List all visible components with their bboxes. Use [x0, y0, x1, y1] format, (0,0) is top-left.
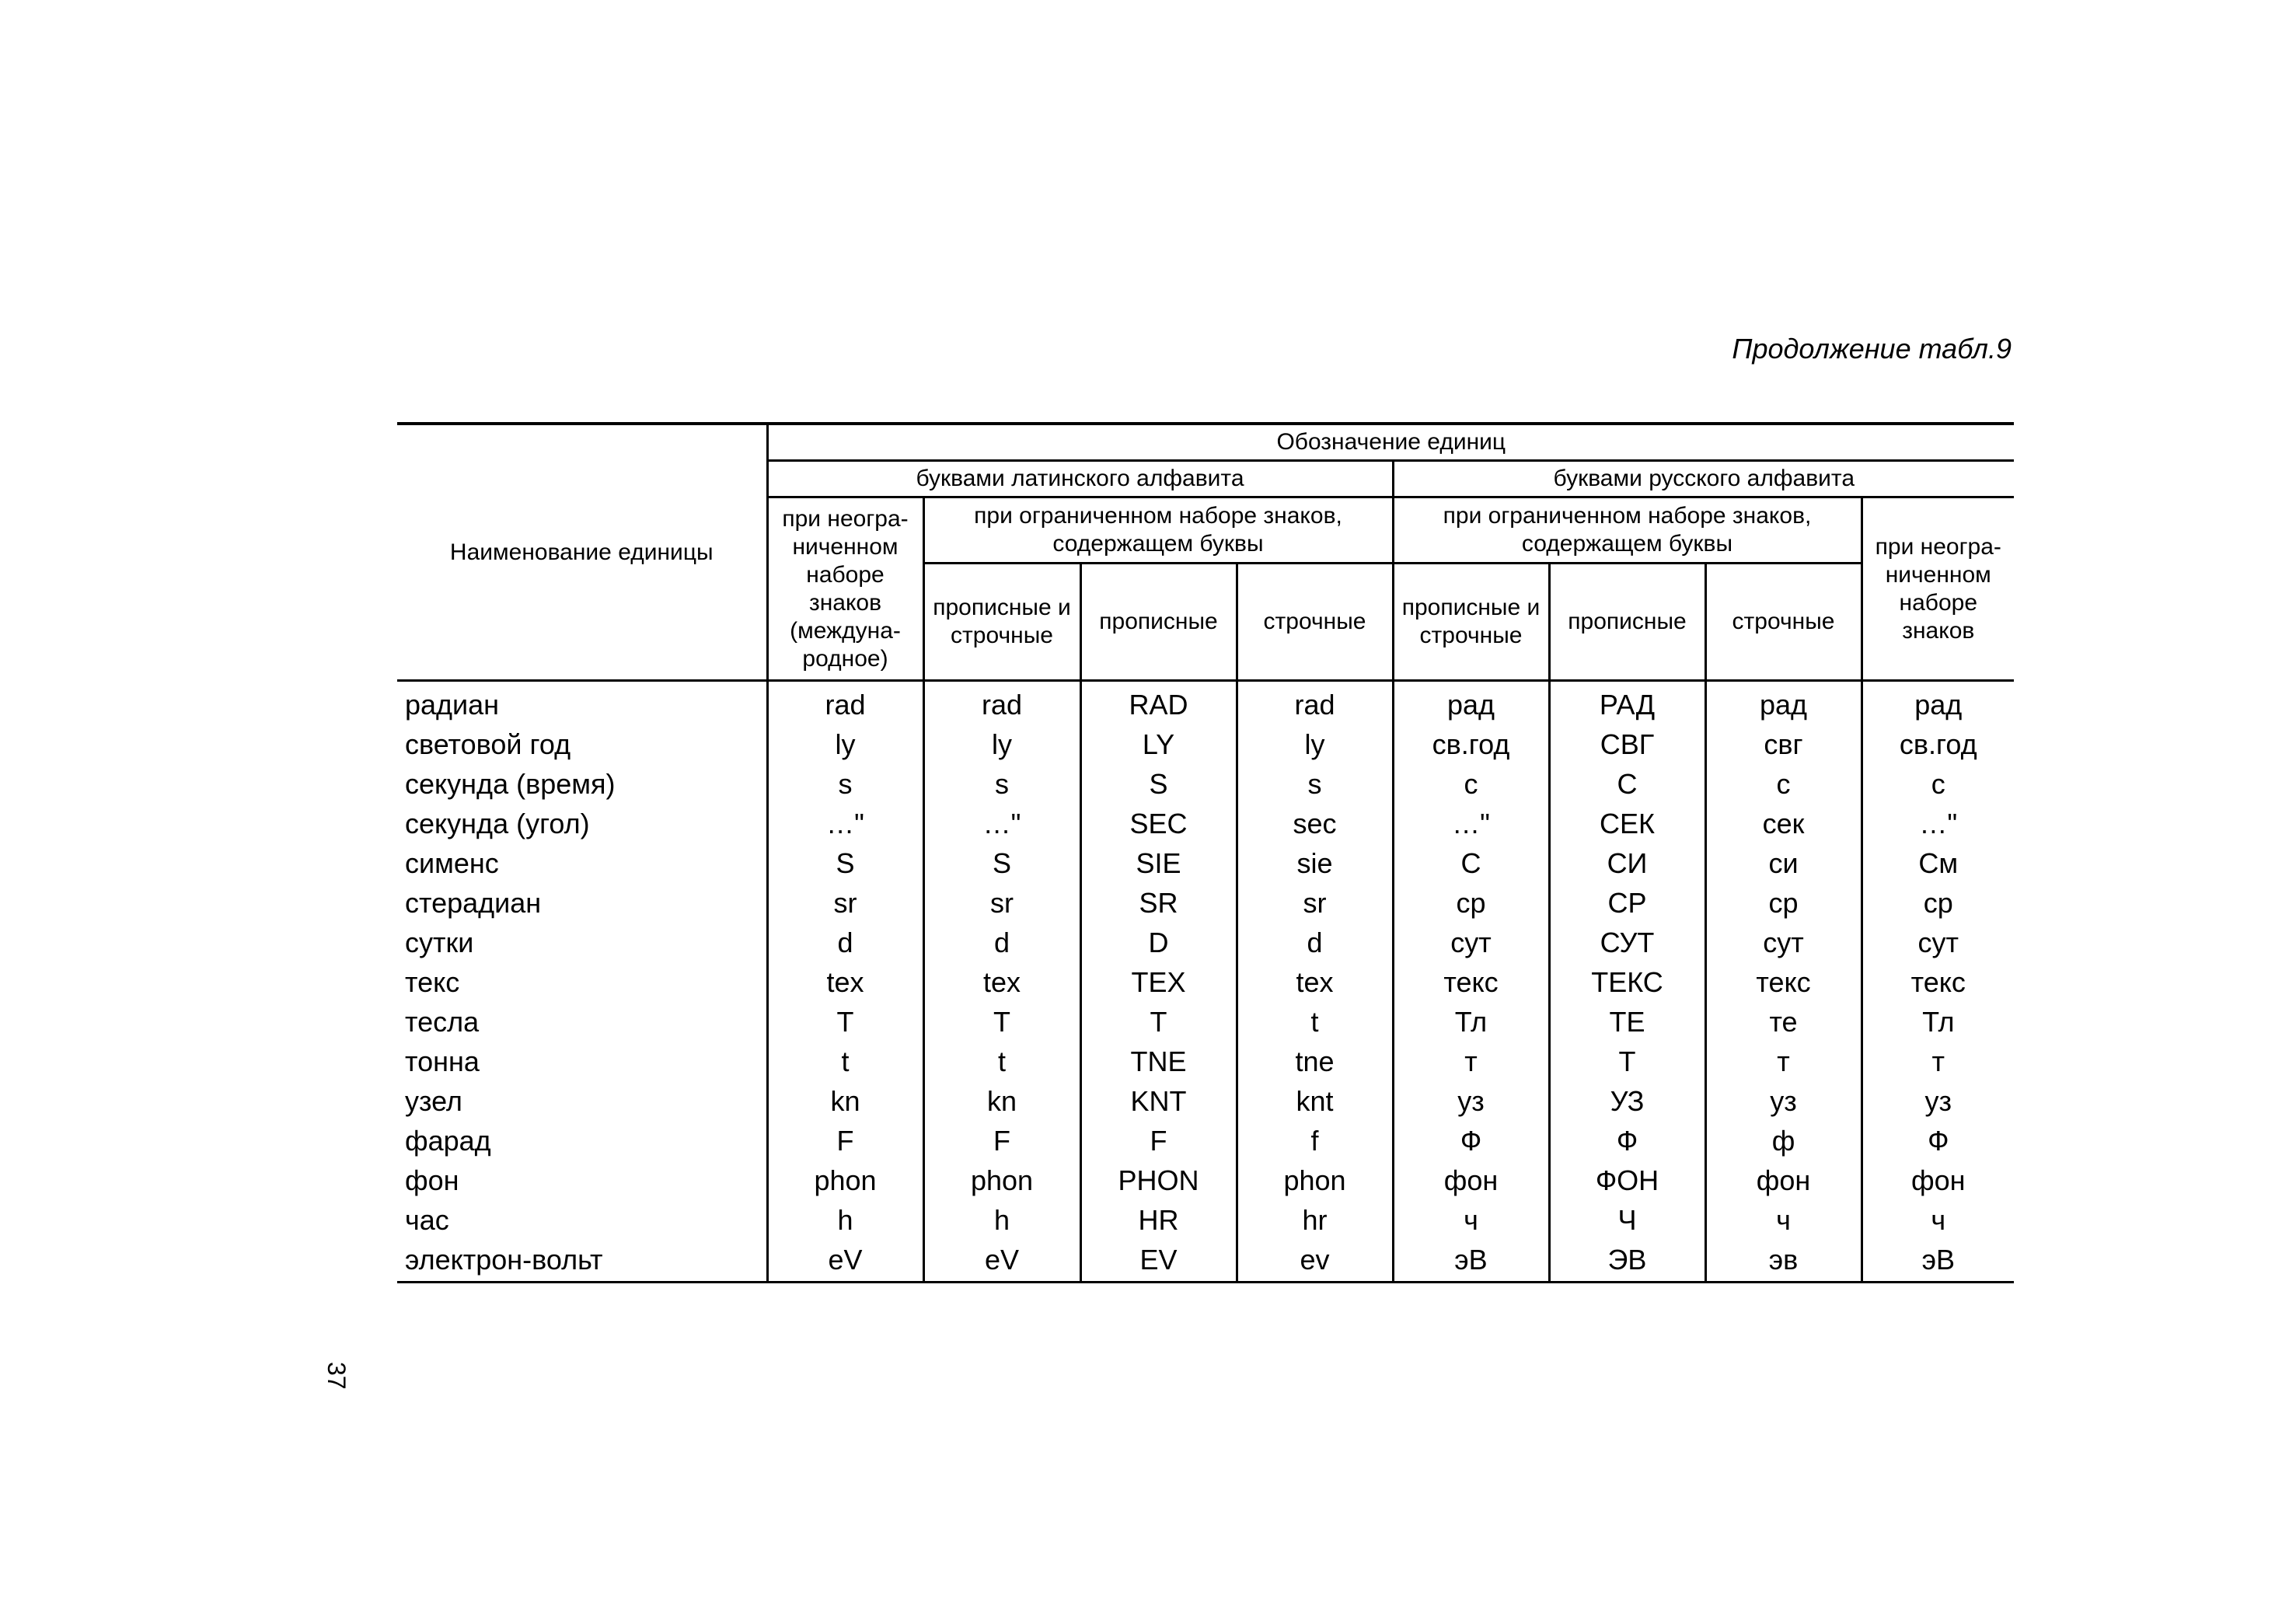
symbol-cell-rus-l: ср: [1705, 883, 1862, 923]
symbol-cell-intl: phon: [767, 1161, 923, 1200]
symbol-cell-lat-ul: d: [923, 923, 1080, 962]
symbol-cell-lat-ul: sr: [923, 883, 1080, 923]
symbol-cell-rus-full: …": [1862, 804, 2014, 843]
table-row: [397, 724, 2014, 764]
symbol-cell-intl: …": [767, 804, 923, 843]
header-russian-alphabet: буквами русского алфавита: [1393, 461, 2014, 497]
unit-name-cell: световой год: [405, 728, 571, 760]
symbol-cell-rus-l: ф: [1705, 1121, 1862, 1161]
symbol-cell-rus-ul: т: [1393, 1042, 1549, 1081]
symbol-cell-lat-u: SR: [1080, 883, 1237, 923]
table-row: [397, 1121, 2014, 1161]
header-latin-upper: прописные: [1080, 564, 1237, 681]
header-unit-name: Наименование единицы: [397, 424, 767, 681]
symbol-cell-intl: T: [767, 1002, 923, 1042]
symbol-cell-intl: s: [767, 764, 923, 804]
symbol-cell-rus-u: ТЕКС: [1549, 962, 1705, 1002]
symbol-cell-rus-l: текс: [1705, 962, 1862, 1002]
symbol-cell-lat-l: tne: [1237, 1042, 1393, 1081]
table-row: [397, 1240, 2014, 1283]
symbol-cell-rus-ul: эВ: [1393, 1240, 1549, 1283]
symbol-cell-lat-l: t: [1237, 1002, 1393, 1042]
symbol-cell-rus-ul: уз: [1393, 1081, 1549, 1121]
symbol-cell-rus-l: т: [1705, 1042, 1862, 1081]
symbol-cell-rus-ul: фон: [1393, 1161, 1549, 1200]
unit-name-cell: фон: [405, 1164, 459, 1196]
unit-name-cell: сутки: [405, 927, 474, 958]
table-row: [397, 1081, 2014, 1121]
unit-name-cell: секунда (время): [405, 768, 616, 800]
table-row: [397, 804, 2014, 843]
symbol-cell-lat-l: s: [1237, 764, 1393, 804]
symbol-cell-rus-full: См: [1862, 843, 2014, 883]
symbol-cell-lat-u: SEC: [1080, 804, 1237, 843]
symbol-cell-rus-l: свг: [1705, 724, 1862, 764]
symbol-cell-rus-ul: …": [1393, 804, 1549, 843]
symbol-cell-lat-u: TEX: [1080, 962, 1237, 1002]
header-limited-latin: при ограниченном наборе знаков, содержащем буквы: [923, 497, 1393, 564]
unit-name-cell: тонна: [405, 1045, 480, 1077]
symbol-cell-rus-full: текс: [1862, 962, 2014, 1002]
symbol-cell-lat-ul: tex: [923, 962, 1080, 1002]
symbol-cell-lat-u: F: [1080, 1121, 1237, 1161]
symbol-cell-rus-u: СУТ: [1549, 923, 1705, 962]
symbol-cell-intl: eV: [767, 1240, 923, 1283]
symbol-cell-lat-l: f: [1237, 1121, 1393, 1161]
symbol-cell-lat-l: d: [1237, 923, 1393, 962]
symbol-cell-lat-ul: rad: [923, 681, 1080, 725]
table-row: [397, 843, 2014, 883]
header-russian-upper-lower: прописные и строчные: [1393, 564, 1549, 681]
symbol-cell-lat-l: phon: [1237, 1161, 1393, 1200]
symbol-cell-rus-full: сут: [1862, 923, 2014, 962]
symbol-cell-rus-l: с: [1705, 764, 1862, 804]
units-table: [397, 422, 2014, 1283]
symbol-cell-rus-ul: ср: [1393, 883, 1549, 923]
symbol-cell-rus-u: РАД: [1549, 681, 1705, 725]
unit-name-cell: радиан: [405, 689, 500, 721]
header-latin-upper-lower: прописные и строчные: [923, 564, 1080, 681]
symbol-cell-intl: F: [767, 1121, 923, 1161]
symbol-cell-lat-l: sr: [1237, 883, 1393, 923]
symbol-cell-rus-full: ч: [1862, 1200, 2014, 1240]
symbol-cell-lat-l: hr: [1237, 1200, 1393, 1240]
symbol-cell-rus-ul: текс: [1393, 962, 1549, 1002]
symbol-cell-rus-ul: С: [1393, 843, 1549, 883]
table-row: [397, 883, 2014, 923]
symbol-cell-rus-u: ФОН: [1549, 1161, 1705, 1200]
symbol-cell-rus-ul: св.год: [1393, 724, 1549, 764]
symbol-cell-lat-u: HR: [1080, 1200, 1237, 1240]
symbol-cell-rus-l: сек: [1705, 804, 1862, 843]
header-designation: Обозначение единиц: [767, 424, 2014, 461]
symbol-cell-lat-u: RAD: [1080, 681, 1237, 725]
table-row: [397, 923, 2014, 962]
symbol-cell-rus-ul: рад: [1393, 681, 1549, 725]
symbol-cell-rus-full: с: [1862, 764, 2014, 804]
header-limited-russian: при ограниченном наборе знаков, содержащем буквы: [1393, 497, 1862, 564]
symbol-cell-rus-l: сут: [1705, 923, 1862, 962]
symbol-cell-lat-u: S: [1080, 764, 1237, 804]
symbol-cell-rus-l: си: [1705, 843, 1862, 883]
symbol-cell-rus-u: УЗ: [1549, 1081, 1705, 1121]
table-row: [397, 1042, 2014, 1081]
symbol-cell-rus-u: ТЕ: [1549, 1002, 1705, 1042]
symbol-cell-intl: sr: [767, 883, 923, 923]
header-latin-lower: строчные: [1237, 564, 1393, 681]
header-latin-alphabet: буквами латинского алфавита: [767, 461, 1393, 497]
unit-name-cell: фарад: [405, 1125, 491, 1157]
symbol-cell-lat-u: D: [1080, 923, 1237, 962]
symbol-cell-lat-l: sec: [1237, 804, 1393, 843]
symbol-cell-rus-u: С: [1549, 764, 1705, 804]
symbol-cell-lat-l: ev: [1237, 1240, 1393, 1283]
table-caption: Продолжение табл.9: [1732, 333, 2012, 365]
symbol-cell-lat-u: T: [1080, 1002, 1237, 1042]
symbol-cell-rus-ul: ч: [1393, 1200, 1549, 1240]
symbol-cell-lat-l: sie: [1237, 843, 1393, 883]
symbol-cell-lat-l: tex: [1237, 962, 1393, 1002]
symbol-cell-lat-u: EV: [1080, 1240, 1237, 1283]
symbol-cell-lat-ul: T: [923, 1002, 1080, 1042]
symbol-cell-lat-ul: ly: [923, 724, 1080, 764]
symbol-cell-lat-u: LY: [1080, 724, 1237, 764]
symbol-cell-rus-l: ч: [1705, 1200, 1862, 1240]
header-russian-lower: строчные: [1705, 564, 1862, 681]
unit-name-cell: час: [405, 1204, 449, 1236]
symbol-cell-rus-full: св.год: [1862, 724, 2014, 764]
symbol-cell-rus-ul: Ф: [1393, 1121, 1549, 1161]
symbol-cell-lat-u: SIE: [1080, 843, 1237, 883]
header-russian-upper: прописные: [1549, 564, 1705, 681]
symbol-cell-intl: d: [767, 923, 923, 962]
table-row: [397, 1161, 2014, 1200]
unit-name-cell: текс: [405, 966, 460, 998]
symbol-cell-lat-ul: phon: [923, 1161, 1080, 1200]
symbol-cell-intl: S: [767, 843, 923, 883]
symbol-cell-rus-ul: с: [1393, 764, 1549, 804]
symbol-cell-rus-l: фон: [1705, 1161, 1862, 1200]
symbol-cell-lat-l: knt: [1237, 1081, 1393, 1121]
symbol-cell-lat-ul: eV: [923, 1240, 1080, 1283]
table-row: [397, 962, 2014, 1002]
symbol-cell-lat-u: TNE: [1080, 1042, 1237, 1081]
symbol-cell-lat-u: KNT: [1080, 1081, 1237, 1121]
symbol-cell-intl: kn: [767, 1081, 923, 1121]
symbol-cell-lat-ul: S: [923, 843, 1080, 883]
symbol-cell-lat-ul: h: [923, 1200, 1080, 1240]
symbol-cell-lat-ul: …": [923, 804, 1080, 843]
symbol-cell-rus-full: Тл: [1862, 1002, 2014, 1042]
symbol-cell-rus-l: уз: [1705, 1081, 1862, 1121]
symbol-cell-rus-ul: Тл: [1393, 1002, 1549, 1042]
symbol-cell-rus-u: ЭВ: [1549, 1240, 1705, 1283]
symbol-cell-intl: tex: [767, 962, 923, 1002]
table-header: [397, 424, 2014, 681]
symbol-cell-rus-u: СЕК: [1549, 804, 1705, 843]
symbol-cell-lat-l: ly: [1237, 724, 1393, 764]
header-unlimited-russian: при неогра-ниченном наборе знаков: [1862, 497, 2014, 681]
symbol-cell-rus-full: Ф: [1862, 1121, 2014, 1161]
unit-name-cell: тесла: [405, 1006, 480, 1038]
symbol-cell-intl: ly: [767, 724, 923, 764]
table-row: [397, 1002, 2014, 1042]
symbol-cell-rus-full: уз: [1862, 1081, 2014, 1121]
symbol-cell-rus-full: рад: [1862, 681, 2014, 725]
symbol-cell-rus-l: эв: [1705, 1240, 1862, 1283]
symbol-cell-rus-full: эВ: [1862, 1240, 2014, 1283]
unit-name-cell: узел: [405, 1085, 462, 1117]
symbol-cell-rus-ul: сут: [1393, 923, 1549, 962]
symbol-cell-intl: h: [767, 1200, 923, 1240]
unit-name-cell: электрон-вольт: [397, 1240, 767, 1283]
symbol-cell-intl: rad: [767, 681, 923, 725]
symbol-cell-rus-l: рад: [1705, 681, 1862, 725]
symbol-cell-lat-ul: s: [923, 764, 1080, 804]
symbol-cell-rus-u: Ч: [1549, 1200, 1705, 1240]
symbol-cell-rus-u: СВГ: [1549, 724, 1705, 764]
page-number: 37: [323, 1362, 351, 1390]
symbol-cell-lat-l: rad: [1237, 681, 1393, 725]
table-row: [397, 764, 2014, 804]
unit-name-cell: секунда (угол): [405, 808, 590, 839]
unit-name-cell: стерадиан: [405, 887, 542, 919]
symbol-cell-rus-full: фон: [1862, 1161, 2014, 1200]
symbol-cell-rus-full: т: [1862, 1042, 2014, 1081]
symbol-cell-rus-l: те: [1705, 1002, 1862, 1042]
symbol-cell-rus-u: Ф: [1549, 1121, 1705, 1161]
symbol-cell-rus-u: Т: [1549, 1042, 1705, 1081]
symbol-cell-rus-full: ср: [1862, 883, 2014, 923]
table-row: [397, 681, 2014, 725]
symbol-cell-lat-ul: F: [923, 1121, 1080, 1161]
symbol-cell-lat-u: PHON: [1080, 1161, 1237, 1200]
symbol-cell-intl: t: [767, 1042, 923, 1081]
table-row: [397, 1200, 2014, 1240]
symbol-cell-lat-ul: kn: [923, 1081, 1080, 1121]
symbol-cell-lat-ul: t: [923, 1042, 1080, 1081]
unit-name-cell: сименс: [405, 847, 499, 879]
table-body: [397, 681, 2014, 1283]
symbol-cell-rus-u: СР: [1549, 883, 1705, 923]
header-unlimited-international: при неогра-ниченном наборе знаков (междуна-родное): [767, 497, 923, 681]
symbol-cell-rus-u: СИ: [1549, 843, 1705, 883]
